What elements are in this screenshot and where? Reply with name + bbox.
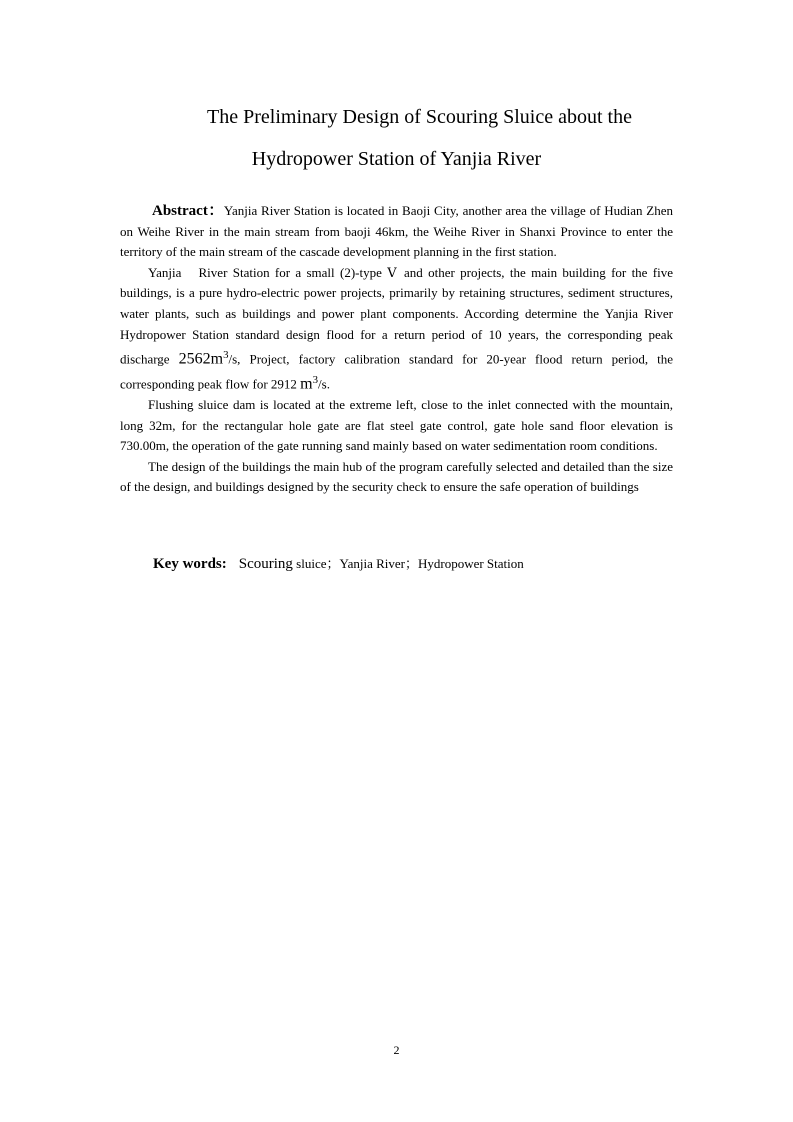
- keywords-rest: sluice；Yanjia River；Hydropower Station: [292, 556, 524, 571]
- abstract-p2-text-a: Yanjia River Station for a small (2)-type Ⅴ and other projects, the main building for the five buildings, is a pure hydro-electric power projects, primarily by retaining structures, sediment structures, water plants, such as buildings and power plant components. According determine the Yanjia River Hydropower Station standard design flood for a return period of 10 years, the corresponding peak discharge: [120, 264, 673, 367]
- page-number: 2: [393, 1043, 400, 1057]
- abstract-section: [120, 201, 673, 498]
- abstract-paragraph-2: [120, 263, 673, 395]
- title-line-1: The Preliminary Design of Scouring Sluice about the: [207, 106, 632, 128]
- abstract-p2-sup-1: 3: [223, 349, 229, 362]
- keywords-label: Key words:: [153, 556, 227, 572]
- abstract-paragraph-1: [120, 201, 673, 263]
- abstract-p2-text-c: /s.: [318, 376, 330, 392]
- abstract-p2-sup-2: 3: [312, 374, 319, 387]
- abstract-p2-text-b: /s, Project, factory calibration standard for 20-year flood return period, the corresponding peak flow for 2912: [120, 351, 673, 392]
- abstract-paragraph-4: The design of the buildings the main hub of the program carefully selected and detailed than the size of the design, and buildings designed by the security check to ensure the safe operation of buildings: [120, 458, 673, 495]
- keyword-scouring: Scouring: [238, 556, 293, 572]
- title-line-2: Hydropower Station of Yanjia River: [251, 148, 542, 170]
- abstract-label: Abstract：: [152, 203, 224, 219]
- abstract-p2-m: m: [300, 375, 313, 393]
- keywords-line: [153, 553, 524, 573]
- abstract-p1-text: Yanjia River Station is located in Baoji City, another area the village of Hudian Zhen on Weihe River in the main stream from baoji 46km, the Weihe River in Shanxi Province to enter the territory of the main stream of the cascade development planning in the first station.: [120, 203, 673, 260]
- abstract-p2-discharge: 2562m: [178, 350, 224, 368]
- abstract-paragraph-3: Flushing sluice dam is located at the extreme left, close to the inlet connected with the mountain, long 32m, for the rectangular hole gate are flat steel gate control, gate hole sand floor elevation is 730.00m, the operation of the gate running sand mainly based on water sedimentation room conditions.: [120, 397, 673, 454]
